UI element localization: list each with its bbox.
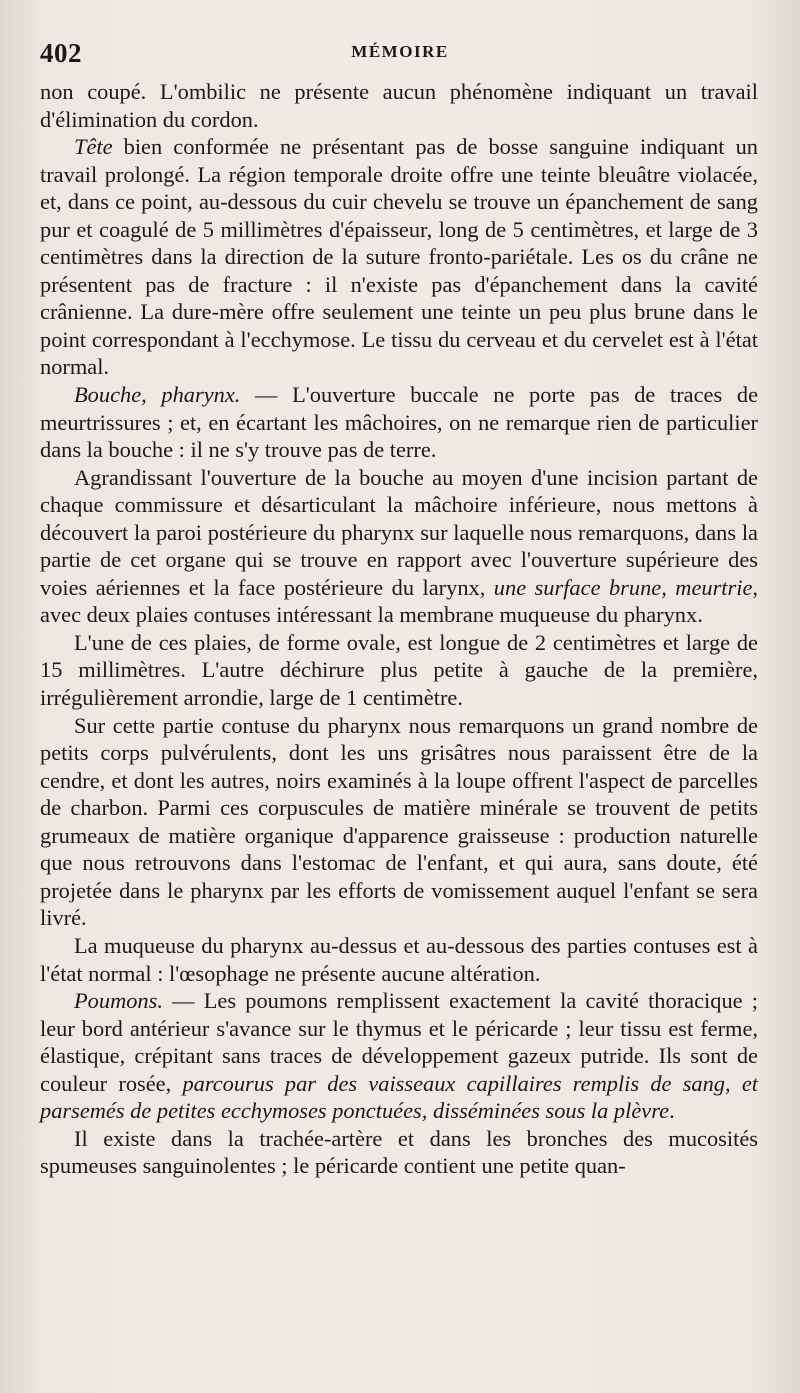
paragraph-continuation: non coupé. L'ombilic ne présente aucun phénomène indiquant un travail d'élimination du cordon. <box>40 79 758 132</box>
paragraph-plaies: L'une de ces plaies, de forme ovale, est longue de 2 centimètres et large de 15 millimètres. L'autre déchirure plus petite à gauche de la première, irrégulièrement arrondie, large de 1 centimètre. <box>40 629 758 711</box>
page-header <box>40 38 760 74</box>
italic-phrase: parcourus par des vaisseaux capillaires remplis de sang, et parsemés de petites ecchymoses ponctuées, disséminées sous la plèvre <box>40 1070 758 1124</box>
section-lead: Bouche, pharynx. <box>74 382 241 408</box>
section-lead: Tête <box>74 134 113 160</box>
paragraph-incision: Agrandissant l'ouverture de la bouche au moyen d'une incision partant de chaque commissure et désarticulant la mâchoire inférieure, nous mettons à découvert la paroi postérieure du pharynx sur laquelle nous remarquons, dans la partie de cet organe qui se trouve en rapport avec l'ouverture supérieure des voies aériennes et la face postérieure du larynx, une surface brune, meurtrie, avec deux plaies contuses intéressant la membrane muqueuse du pharynx. <box>40 464 758 628</box>
paragraph-trachee: Il existe dans la trachée-artère et dans les bronches des mucosités spumeuses sanguinolentes ; le péricarde contient une petite quan- <box>40 1125 758 1179</box>
paragraph-bouche-pharynx: Bouche, pharynx. — L'ouverture buccale ne porte pas de traces de meurtrissures ; et, en écartant les mâchoires, on ne remarque rien de particulier dans la bouche : il ne s'y trouve pas de terre. <box>40 382 759 463</box>
paragraph-poumons: Poumons. — Les poumons remplissent exactement la cavité thoracique ; leur bord antérieur s'avance sur le thymus et le péricarde ; leur tissu est ferme, élastique, crépitant sans traces de développement gazeux putride. Ils sont de couleur rosée, parcourus par des vaisseaux capillaires remplis de sang, et parsemés de petites ecchymoses ponctuées, disséminées sous la plèvre. <box>40 988 758 1124</box>
page-number: 402 <box>40 38 82 68</box>
running-title: MÉMOIRE <box>351 42 449 61</box>
section-lead: Poumons. <box>74 988 163 1014</box>
paragraph-corps-pulverulents: Sur cette partie contuse du pharynx nous remarquons un grand nombre de petits corps pulvérulents, dont les uns grisâtres nous paraissent être de la cendre, et dont les autres, noirs examinés à la loupe offrent l'aspect de parcelles de charbon. Parmi ces corpuscules de matière minérale se trouvent de petits grumeaux de matière organique d'apparence graisseuse : production naturelle que nous retrouvons dans l'estomac de l'enfant, et qui aura, sans doute, été projetée dans le pharynx par les efforts de vomissement auquel l'enfant se sera livré. <box>40 712 758 931</box>
paragraph-tete: Tête bien conformée ne présentant pas de bosse sanguine indiquant un travail prolongé. La région temporale droite offre une teinte bleuâtre violacée, et, dans ce point, au-dessous du cuir chevelu se trouve un épanchement de sang pur et coagulé de 5 millimètres d'épaisseur, long de 5 centimètres, et large de 3 centimètres dans la direction de la suture fronto-pariétale. Les os du crâne ne présentent pas de fracture : il n'existe pas d'épanchement dans la cavité crânienne. La dure-mère offre seulement une teinte un peu plus brune dans le point correspondant à l'ecchymose. Le tissu du cerveau et du cervelet est à l'état normal. <box>40 134 758 380</box>
paragraph-muqueuse: La muqueuse du pharynx au-dessus et au-dessous des parties contuses est à l'état normal : l'œsophage ne présente aucune altération. <box>40 932 758 986</box>
italic-phrase: une surface brune, meurtrie <box>493 574 753 600</box>
body-text <box>40 78 758 1180</box>
